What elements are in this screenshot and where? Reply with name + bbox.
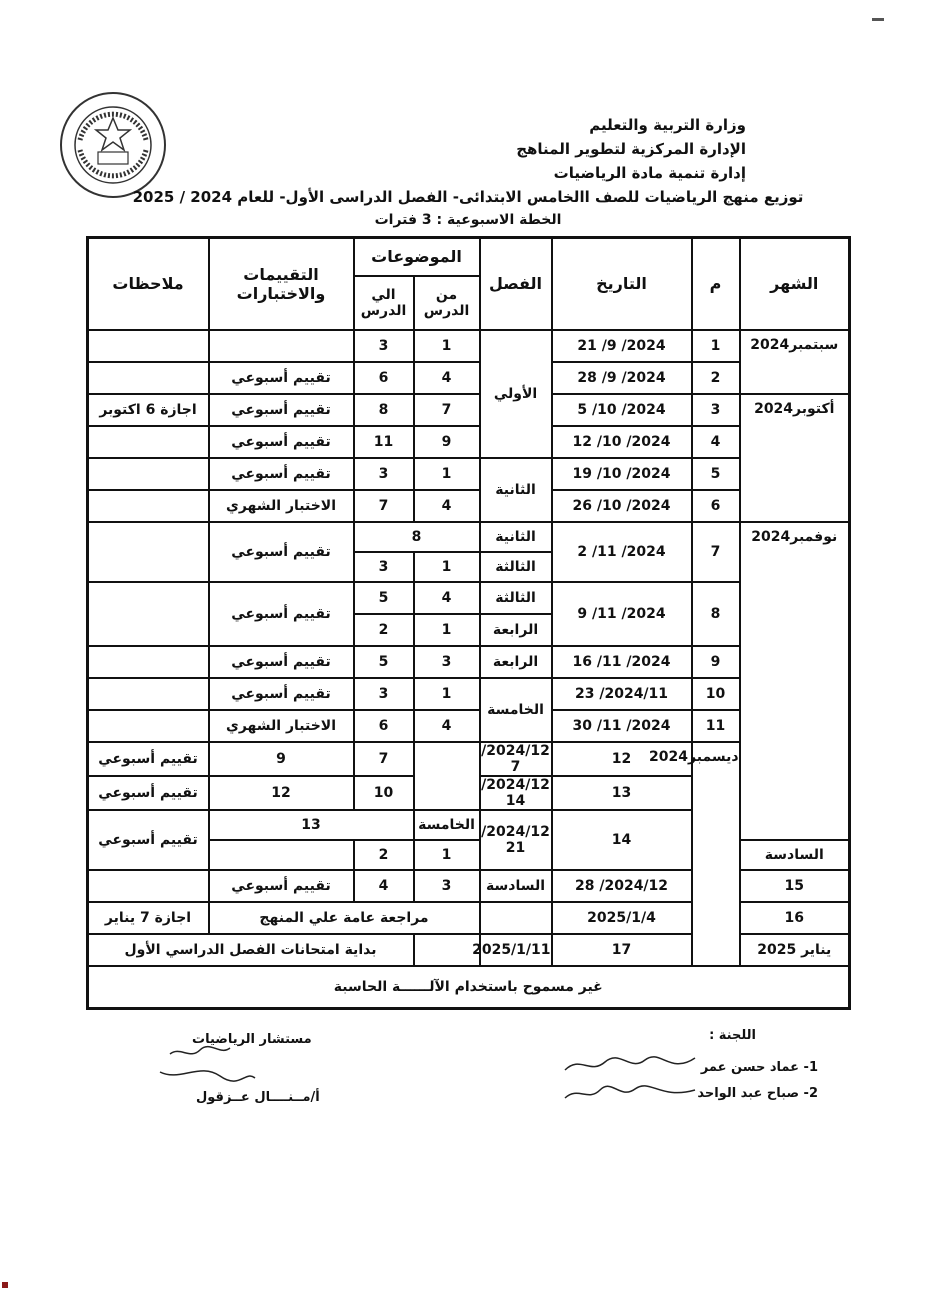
- month-cell: نوفمبر2024: [740, 522, 850, 840]
- table-row: [88, 522, 850, 552]
- row-number: 13: [552, 776, 692, 810]
- row-number: 16: [740, 902, 850, 934]
- table-row: [88, 426, 850, 458]
- to-lesson: 4: [354, 870, 414, 902]
- row-number: 8: [692, 582, 740, 646]
- header-unit: الفصل: [480, 238, 552, 330]
- to-lesson: 7: [354, 490, 414, 522]
- assessment-cell: تقييم أسبوعي: [88, 810, 209, 870]
- assessment-cell: تقييم أسبوعي: [209, 426, 354, 458]
- month-cell: ديسمبر2024: [692, 742, 740, 966]
- from-lesson: 1: [414, 614, 480, 646]
- row-number: 14: [552, 810, 692, 870]
- row-date: 2024/12/ 14: [481, 776, 550, 809]
- note-cell: [88, 870, 209, 902]
- committee-member-2: 2- صباح عبد الواحد: [697, 1086, 818, 1101]
- unit-cell: الخامسة: [480, 678, 552, 742]
- note-cell: [88, 426, 209, 458]
- unit-cell: [414, 742, 480, 810]
- table-row: [88, 678, 850, 710]
- unit-cell: الأولي: [480, 330, 552, 458]
- row-number: 4: [692, 426, 740, 458]
- assessment-cell: تقييم أسبوعي: [209, 582, 354, 646]
- row-date: 2024/ 11/ 16: [552, 646, 692, 678]
- header-from-lesson: من الدرس: [414, 276, 480, 330]
- from-lesson: 7: [354, 742, 414, 776]
- from-lesson: 1: [414, 840, 480, 870]
- from-lesson: 4: [414, 362, 480, 394]
- subject-admin-name: إدارة تنمية مادة الرياضيات: [553, 164, 746, 182]
- row-date: 2024/ 10/ 12: [552, 426, 692, 458]
- row-date: 2024/ 9/ 21: [552, 330, 692, 362]
- curriculum-distribution-table: [86, 236, 851, 1010]
- from-lesson: 1: [414, 458, 480, 490]
- header-date: التاريخ: [552, 238, 692, 330]
- from-lesson: 4: [414, 490, 480, 522]
- to-lesson: 5: [354, 646, 414, 678]
- to-lesson: 6: [354, 710, 414, 742]
- to-lesson: 12: [209, 776, 354, 810]
- to-lesson: 3: [354, 330, 414, 362]
- central-admin-name: الإدارة المركزية لتطوير المناهج: [516, 140, 746, 158]
- from-lesson: 4: [414, 582, 480, 614]
- from-lesson: 10: [354, 776, 414, 810]
- row-date: 2024/ 10/ 26: [552, 490, 692, 522]
- member1-signature: [560, 1050, 700, 1080]
- row-date: 2024/ 10/ 5: [552, 394, 692, 426]
- to-lesson: 2: [354, 840, 414, 870]
- table-row: [88, 394, 850, 426]
- advisor-label: مستشار الرياضيات: [192, 1032, 312, 1047]
- unit-cell: الثالثة: [480, 582, 552, 614]
- from-lesson: 1: [414, 552, 480, 582]
- to-lesson: 9: [209, 742, 354, 776]
- unit-cell: الخامسة: [414, 810, 480, 840]
- note-cell: اجازة 7 يناير: [88, 902, 209, 934]
- document-subtitle: الخطة الاسبوعية : 3 فترات: [374, 212, 562, 228]
- member2-signature: [560, 1080, 700, 1108]
- note-cell: اجازة 6 اكتوبر: [88, 394, 209, 426]
- note-cell: [88, 678, 209, 710]
- note-cell: [88, 710, 209, 742]
- month-cell: يناير 2025: [740, 934, 850, 966]
- row-number: 17: [552, 934, 692, 966]
- row-number: 2: [692, 362, 740, 394]
- to-lesson: 3: [354, 552, 414, 582]
- row-number: 15: [740, 870, 850, 902]
- row-date: 2024/ 11/ 30: [552, 710, 692, 742]
- advisor-signature: [150, 1042, 260, 1090]
- row-number: 3: [692, 394, 740, 426]
- committee-member-1: 1- عماد حسن عمر: [700, 1060, 818, 1075]
- row-date: 2024/12/ 28: [552, 870, 692, 902]
- header-month: الشهر: [740, 238, 850, 330]
- to-lesson: 5: [354, 582, 414, 614]
- table-row: [88, 966, 850, 1009]
- from-lesson: 4: [414, 710, 480, 742]
- note-cell: [88, 362, 209, 394]
- row-date: 2024/ 9/ 28: [552, 362, 692, 394]
- row-date: 2025/1/11: [480, 934, 552, 966]
- single-lesson: 8: [354, 522, 480, 552]
- table-row: [88, 646, 850, 678]
- single-lesson: 13: [209, 810, 414, 840]
- note-cell: [88, 330, 209, 362]
- calculator-note: غير مسموح باستخدام الآلــــــة الحاسبة: [88, 966, 850, 1009]
- row-date: 2025/1/4: [552, 902, 692, 934]
- document-title: توزيع منهج الرياضيات للصف االخامس الابتدائى- الفصل الدراسى الأول- للعام 2024 / 2025: [132, 188, 804, 206]
- note-cell: [88, 646, 209, 678]
- assessment-cell: تقييم أسبوعي: [209, 678, 354, 710]
- unit-cell: السادسة: [480, 870, 552, 902]
- assessment-cell: تقييم أسبوعي: [88, 742, 209, 776]
- header-notes: ملاحظات: [88, 238, 209, 330]
- header-number: م: [692, 238, 740, 330]
- header-assessments: التقييمات والاختبارات: [209, 238, 354, 330]
- ministry-name: وزارة التربية والتعليم: [589, 116, 746, 134]
- header-topics: الموضوعات: [354, 238, 480, 276]
- row-number: 1: [692, 330, 740, 362]
- from-lesson: 9: [414, 426, 480, 458]
- unit-cell: الرابعة: [480, 646, 552, 678]
- to-lesson: 11: [354, 426, 414, 458]
- table-row: [88, 710, 850, 742]
- table-row: [88, 330, 850, 362]
- assessment-cell: تقييم أسبوعي: [209, 870, 354, 902]
- row-number: 5: [692, 458, 740, 490]
- row-date: 2024/12/ 21: [480, 810, 552, 870]
- to-lesson: 6: [354, 362, 414, 394]
- assessment-cell: الاختبار الشهري: [209, 490, 354, 522]
- note-cell: [88, 582, 209, 646]
- to-lesson: 3: [354, 678, 414, 710]
- from-lesson: 1: [414, 330, 480, 362]
- table-row: [88, 362, 850, 394]
- to-lesson: 2: [354, 614, 414, 646]
- month-cell: سبتمبر2024: [740, 330, 850, 394]
- merged-activity: مراجعة عامة علي المنهج: [209, 902, 480, 934]
- month-cell: أكتوبر2024: [740, 394, 850, 522]
- assessment-cell: تقييم أسبوعي: [209, 522, 354, 582]
- merged-activity: بداية امتحانات الفصل الدراسي الأول: [88, 934, 414, 966]
- row-number: 9: [692, 646, 740, 678]
- row-date: 2024/12/ 7: [481, 742, 550, 775]
- row-date: 2024/ 11/ 9: [552, 582, 692, 646]
- note-cell: [88, 458, 209, 490]
- unit-cell: [414, 934, 480, 966]
- unit-cell: الثالثة: [480, 552, 552, 582]
- assessment-cell: تقييم أسبوعي: [209, 362, 354, 394]
- unit-cell: [480, 902, 552, 934]
- assessment-cell: تقييم أسبوعي: [209, 458, 354, 490]
- to-lesson: 8: [354, 394, 414, 426]
- assessment-cell: الاختبار الشهري: [209, 710, 354, 742]
- table-row: [88, 490, 850, 522]
- assessment-cell: [209, 330, 354, 362]
- ministry-seal-logo: [58, 90, 168, 200]
- advisor-name: أ/مــنــــال عــزقول: [196, 1090, 320, 1105]
- note-cell: [88, 522, 209, 582]
- unit-cell: الرابعة: [480, 614, 552, 646]
- row-date: 2024/11/ 23: [552, 678, 692, 710]
- row-number: 6: [692, 490, 740, 522]
- row-number: 7: [692, 522, 740, 582]
- assessment-cell: تقييم أسبوعي: [209, 394, 354, 426]
- table-row: [88, 582, 850, 614]
- from-lesson: 3: [414, 646, 480, 678]
- scan-mark: [872, 18, 884, 21]
- header-to-lesson: الي الدرس: [354, 276, 414, 330]
- row-number: 11: [692, 710, 740, 742]
- from-lesson: 3: [414, 870, 480, 902]
- unit-cell: الثانية: [480, 522, 552, 552]
- row-number: 10: [692, 678, 740, 710]
- assessment-cell: تقييم أسبوعي: [209, 646, 354, 678]
- scan-mark-red: [2, 1282, 8, 1288]
- row-date: 2024/ 10/ 19: [552, 458, 692, 490]
- table-row: [88, 458, 850, 490]
- row-number: 12: [552, 742, 692, 776]
- assessment-cell: تقييم أسبوعي: [88, 776, 209, 810]
- note-cell: [88, 490, 209, 522]
- committee-label: اللجنة :: [709, 1028, 756, 1043]
- to-lesson: 3: [354, 458, 414, 490]
- unit-cell: الثانية: [480, 458, 552, 522]
- table-row: [88, 742, 850, 776]
- unit-cell: السادسة: [740, 840, 850, 870]
- row-date: 2024/ 11/ 2: [552, 522, 692, 582]
- from-lesson: 1: [414, 678, 480, 710]
- from-lesson: 7: [414, 394, 480, 426]
